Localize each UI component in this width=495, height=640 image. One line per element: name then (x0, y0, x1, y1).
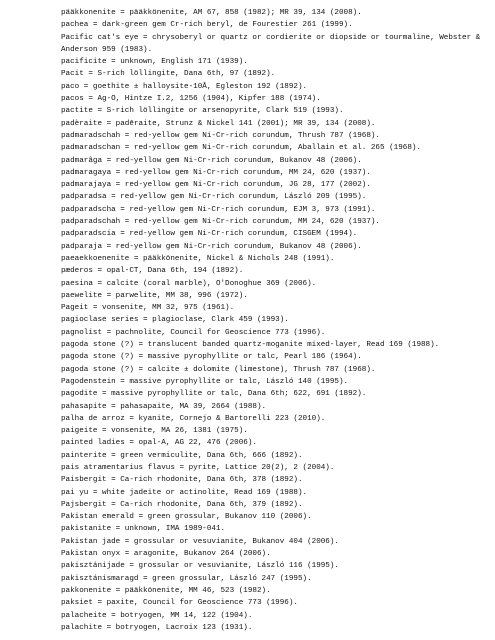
glossary-entry: paksiet = paxite, Council for Geoscience 773 (1996). (61, 599, 298, 608)
glossary-entry: pactite = S-rich löllingite or arsenopyrite, Clark 519 (1993). (61, 107, 344, 116)
glossary-entry: palachite = botryogen, Lacroix 123 (1931). (61, 623, 253, 632)
glossary-entry: padparadscia = red-yellow gem Ni-Cr-rich corundum, CISGEM (1994). (61, 230, 358, 239)
glossary-entry: Pacit = S-rich löllingite, Dana 6th, 97 (1892). (61, 70, 276, 79)
glossary-entry: Pajsbergit = Ca-rich rhodonite, Dana 6th, 379 (1892). (61, 500, 303, 509)
glossary-entry: pakisztánismaragd = green grossular, László 247 (1995). (61, 574, 312, 583)
glossary-entry: pakisztánijade = grossular or vesuvianite, László 116 (1995). (61, 562, 339, 571)
glossary-entry: pakistanite = unknown, IMA 1989-041. (61, 525, 226, 534)
glossary-entry-list (61, 7, 491, 634)
glossary-entry: padparadsa = red-yellow gem Ni-Cr-rich corundum, László 209 (1995). (61, 193, 367, 202)
glossary-entry: padmaragaya = red-yellow gem Ni-Cr-rich corundum, MM 24, 620 (1937). (61, 168, 371, 177)
glossary-entry: Pakistan onyx = aragonite, Bukanov 264 (2006). (61, 550, 271, 559)
glossary-entry: pagodite = massive pyrophyllite or talc, Dana 6th; 622, 691 (1892). (61, 390, 367, 399)
glossary-entry: pai yu = white jadeite or actinolite, Read 169 (1988). (61, 488, 308, 497)
glossary-entry: padèraite = padēraite, Strunz & Nickel 141 (2001); MR 39, 134 (2008). (61, 119, 376, 128)
glossary-entry: pagnolist = pachnolite, Council for Geoscience 773 (1996). (61, 328, 326, 337)
glossary-entry: padmaradschah = red-yellow gem Ni-Cr-rich corundum, Thrush 787 (1968). (61, 131, 380, 140)
glossary-entry: pakkonenite = pääkkönenite, MM 46, 523 (1982). (61, 586, 271, 595)
glossary-entry: pagioclase series = plagioclase, Clark 459 (1993). (61, 316, 289, 325)
glossary-entry: Paisbergit = Ca-rich rhodonite, Dana 6th, 378 (1892). (61, 476, 303, 485)
glossary-entry: pahasapite = pahasapaite, MA 39, 2664 (1988). (61, 402, 267, 411)
glossary-entry: Pagodenstein = massive pyrophyllite or talc, László 140 (1995). (61, 377, 349, 386)
glossary-entry: pagoda stone (?) = massive pyrophyllite or talc, Pearl 186 (1964). (61, 353, 362, 362)
glossary-entry: palacheite = botryogen, MM 14, 122 (1904). (61, 611, 253, 620)
glossary-entry: painted ladies = opal-A, AG 22, 476 (2006). (61, 439, 257, 448)
glossary-entry: paesina = calcite (coral marble), O'Donoghue 369 (2006). (61, 279, 317, 288)
glossary-entry: padmarajaya = red-yellow gem Ni-Cr-rich corundum, JG 28, 177 (2002). (61, 181, 371, 190)
glossary-entry: paco = goethite ± halloysite-10Å, Egleston 192 (1892). (61, 82, 308, 91)
glossary-entry: padparadscha = red-yellow gem Ni-Cr-rich corundum, EJM 3, 973 (1991). (61, 205, 376, 214)
glossary-entry: Pacific cat's eye = chrysoberyl or quartz or cordierite or diopside or tourmaline, Webster & Anderson 959 (1983). (61, 33, 485, 54)
glossary-entry: palha de arroz = kyanite, Cornejo & Bartorelli 223 (2010). (61, 414, 326, 423)
glossary-entry: pagoda stone (?) = translucent banded quartz-moganite mixed-layer, Read 169 (1988). (61, 341, 440, 350)
glossary-entry: Pakistan jade = grossular or vesuvianite, Bukanov 404 (2006). (61, 537, 339, 546)
glossary-entry: padparaja = red-yellow gem Ni-Cr-rich corundum, Bukanov 48 (2006). (61, 242, 362, 251)
glossary-entry: pacificite = unknown, English 171 (1939). (61, 58, 248, 67)
glossary-entry: paigeite = vonsenite, MA 26, 1381 (1975). (61, 427, 248, 436)
glossary-entry: painterite = green vermiculite, Dana 6th, 666 (1892). (61, 451, 303, 460)
glossary-entry: padmarâga = red-yellow gem Ni-Cr-rich corundum, Bukanov 48 (2006). (61, 156, 362, 165)
glossary-entry: Pakistan emerald = green grossular, Bukanov 110 (2006). (61, 513, 312, 522)
glossary-entry: pacos = Ag-O, Hintze I.2, 1256 (1904), Kipfer 188 (1974). (61, 95, 321, 104)
glossary-entry: pagoda stone (?) = calcite ± dolomite (limestone), Thrush 787 (1968). (61, 365, 376, 374)
glossary-entry: padparadschah = red-yellow gem Ni-Cr-rich corundum, MM 24, 620 (1937). (61, 218, 380, 227)
glossary-entry: Pageit = vonsenite, MM 32, 975 (1961). (61, 304, 235, 313)
glossary-entry: paewelite = parwelite, MM 38, 996 (1972). (61, 291, 248, 300)
glossary-entry: pääkkonenite = pääkkönenite, AM 67, 858 (1982); MR 39, 134 (2008). (61, 9, 362, 17)
glossary-entry: pæderos = opal-CT, Dana 6th, 194 (1892). (61, 267, 244, 276)
glossary-entry: pais atramentarius flavus = pyrite, Lattice 20(2), 2 (2004). (61, 463, 335, 472)
glossary-entry: pachea = dark-green gem Cr-rich beryl, de Fourestier 261 (1999). (61, 21, 353, 30)
glossary-entry: padmaradschan = red-yellow gem Ni-Cr-rich corundum, Aballain et al. 265 (1968). (61, 144, 422, 153)
glossary-entry: paeaekkoenenite = pääkkönenite, Nickel & Nichols 248 (1991). (61, 254, 335, 263)
